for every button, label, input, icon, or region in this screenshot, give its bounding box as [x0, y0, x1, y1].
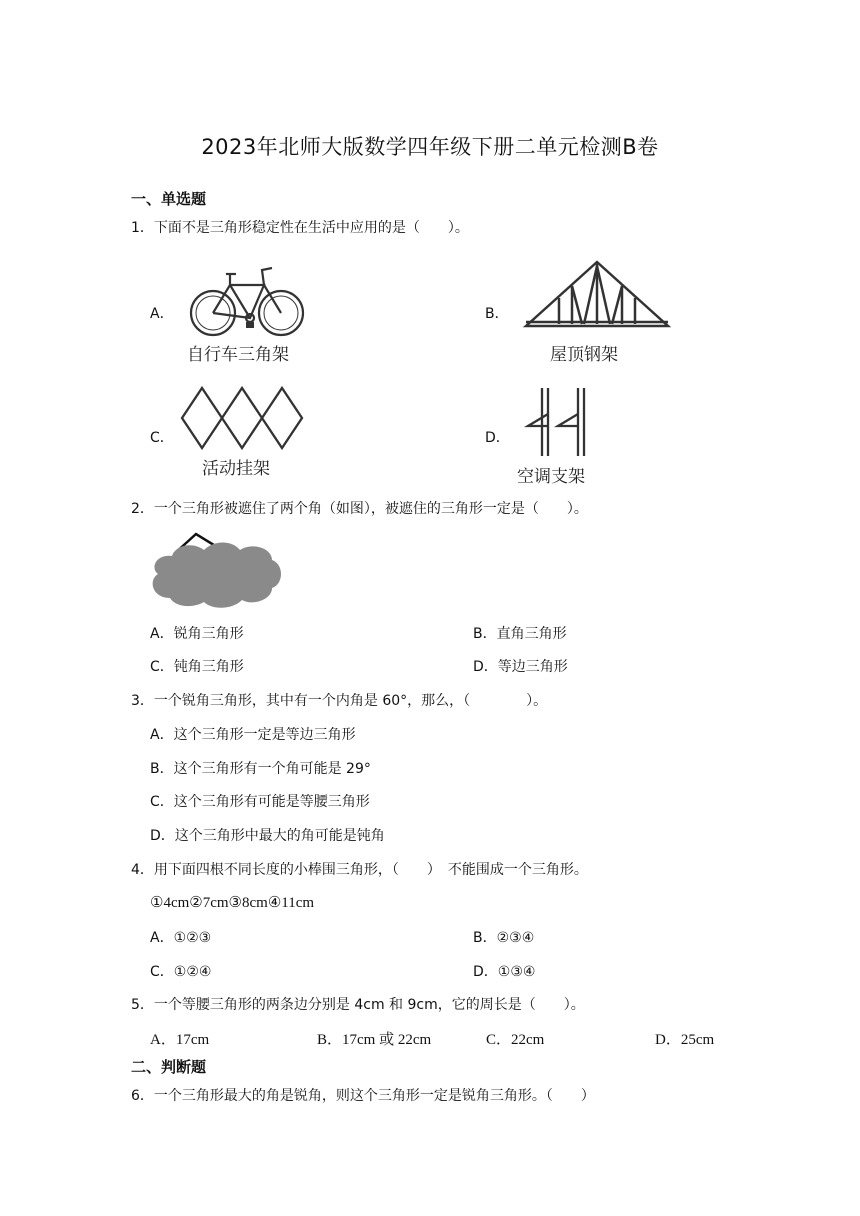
q4-option-d[interactable]: D．①③④ — [473, 964, 536, 980]
roof-truss-icon — [522, 258, 672, 332]
q3-option-a[interactable]: A．这个三角形一定是等边三角形 — [150, 727, 356, 743]
section-heading-true-false: 二、判断题 — [131, 1058, 207, 1076]
q2-option-b[interactable]: B．直角三角形 — [473, 626, 567, 642]
q1-option-c-label[interactable]: C． — [150, 430, 174, 446]
q3-option-b[interactable]: B．这个三角形有一个角可能是 29° — [150, 761, 371, 777]
q4-option-a[interactable]: A．①②③ — [150, 930, 212, 946]
q1-option-a-label[interactable]: A． — [150, 306, 174, 322]
q3-option-d[interactable]: D．这个三角形中最大的角可能是钝角 — [150, 828, 385, 844]
q4-option-c[interactable]: C．①②④ — [150, 964, 212, 980]
section-heading-single-choice: 一、单选题 — [131, 190, 207, 208]
question-6: 6．一个三角形最大的角是锐角，则这个三角形一定是锐角三角形。（ ） — [131, 1088, 595, 1104]
q5-option-c[interactable]: C．22cm — [486, 1032, 545, 1048]
q5-option-d[interactable]: D．25cm — [655, 1032, 715, 1048]
q4-stick-lengths: ①4cm②7cm③8cm④11cm — [150, 895, 315, 911]
q2-option-a[interactable]: A．锐角三角形 — [150, 626, 244, 642]
folding-rack-icon — [180, 386, 306, 452]
q5-option-a[interactable]: A．17cm — [150, 1032, 210, 1048]
q2-option-d[interactable]: D．等边三角形 — [473, 659, 568, 675]
q1-option-a-caption: 自行车三角架 — [187, 345, 289, 365]
question-2: 2．一个三角形被遮住了两个角（如图），被遮住的三角形一定是（ ）。 — [131, 501, 588, 517]
q4-option-b[interactable]: B．②③④ — [473, 930, 535, 946]
q1-option-d-label[interactable]: D． — [485, 430, 510, 446]
q1-option-b-label[interactable]: B． — [485, 306, 509, 322]
bicycle-icon — [188, 258, 308, 342]
question-4: 4．用下面四根不同长度的小棒围三角形，（ ） 不能围成一个三角形。 — [131, 862, 588, 878]
question-1: 1．下面不是三角形稳定性在生活中应用的是（ ）。 — [131, 220, 469, 236]
q1-option-b-caption: 屋顶钢架 — [550, 345, 618, 365]
q1-option-d-caption: 空调支架 — [517, 467, 585, 487]
page-title: 2023年北师大版数学四年级下册二单元检测B卷 — [201, 135, 659, 159]
q2-option-c[interactable]: C．钝角三角形 — [150, 659, 244, 675]
ac-bracket-icon — [520, 386, 590, 458]
hidden-triangle-cloud-figure — [148, 528, 284, 610]
q3-option-c[interactable]: C．这个三角形有可能是等腰三角形 — [150, 794, 370, 810]
question-3: 3．一个锐角三角形，其中有一个内角是 60°，那么，（ ）。 — [131, 693, 548, 709]
question-5: 5．一个等腰三角形的两条边分别是 4cm 和 9cm，它的周长是（ ）。 — [131, 997, 585, 1013]
q5-option-b[interactable]: B．17cm 或 22cm — [317, 1032, 432, 1048]
q1-option-c-caption: 活动挂架 — [202, 459, 270, 479]
